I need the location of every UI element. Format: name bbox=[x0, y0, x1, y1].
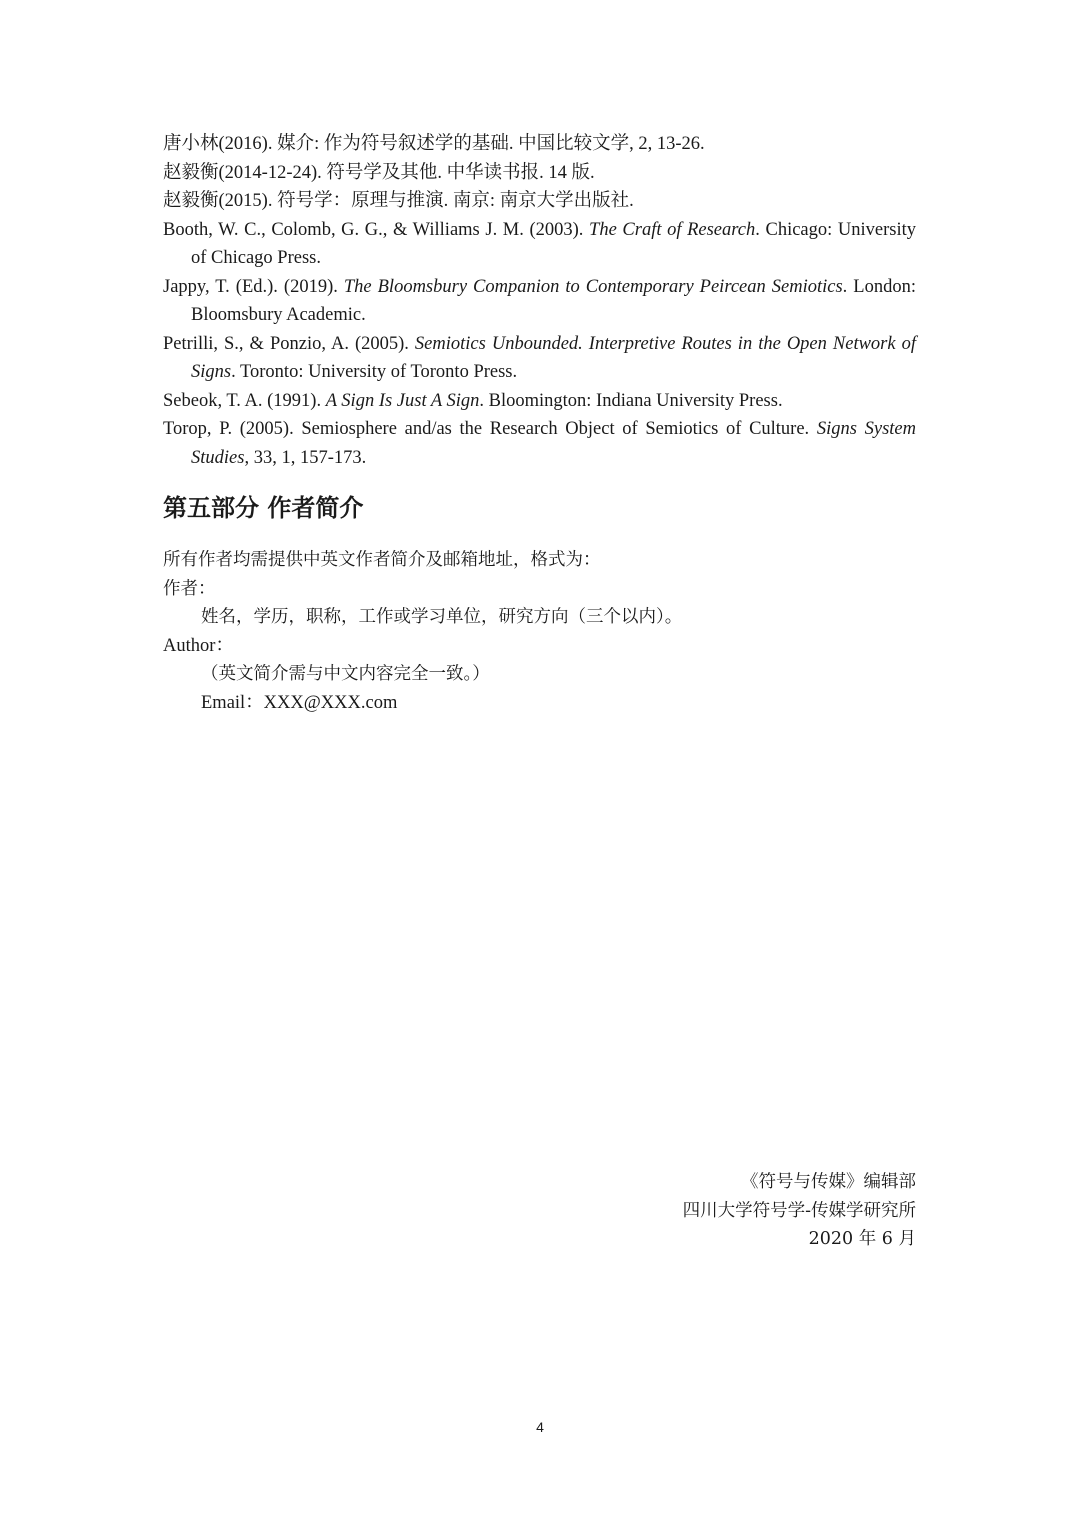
reference-text: Booth, W. C., Colomb, G. G., & Williams J. M. (2003). bbox=[163, 219, 590, 240]
reference-text: , 33, 1, 157-173. bbox=[244, 447, 367, 468]
reference-text: . Bloomington: Indiana University Press. bbox=[479, 390, 783, 411]
author-en-note: （英文简介需与中文内容完全一致。） bbox=[201, 664, 490, 684]
reference-title: Semiotics Unbounded. Interpretive Routes in the Open Network of Signs bbox=[191, 333, 916, 382]
reference-text: 赵毅衡(2015). 符号学：原理与推演. 南京: 南京大学出版社. bbox=[163, 191, 634, 211]
reference-item bbox=[163, 330, 916, 387]
signature-block bbox=[683, 1168, 916, 1254]
reference-item bbox=[163, 159, 916, 188]
reference-list bbox=[163, 130, 916, 472]
reference-text: Jappy, T. (Ed.). (2019). bbox=[163, 276, 344, 297]
reference-text: Petrilli, S., & Ponzio, A. (2005). bbox=[163, 333, 415, 354]
reference-text: . Chicago: University of Chicago Press. bbox=[191, 219, 916, 268]
reference-text: 唐小林(2016). 媒介: 作为符号叙述学的基础. 中国比较文学, 2, 13-26. bbox=[163, 134, 705, 154]
reference-title: The Bloomsbury Companion to Contemporary Peircean Semiotics bbox=[343, 276, 843, 297]
author-info-block bbox=[163, 546, 916, 717]
reference-item bbox=[163, 216, 916, 273]
author-intro-text: 所有作者均需提供中英文作者简介及邮箱地址，格式为： bbox=[163, 550, 601, 570]
reference-title: The Craft of Research bbox=[589, 219, 756, 240]
author-zh-format: 姓名，学历，职称，工作或学习单位，研究方向（三个以内）。 bbox=[201, 607, 683, 627]
reference-title: A Sign Is Just A Sign bbox=[325, 390, 480, 411]
author-email: Email：XXX@XXX.com bbox=[201, 692, 398, 713]
page-number: 4 bbox=[536, 1419, 544, 1435]
signature-institute: 四川大学符号学-传媒学研究所 bbox=[682, 1200, 916, 1221]
reference-text: . Toronto: University of Toronto Press. bbox=[231, 362, 518, 382]
author-zh-label: 作者： bbox=[163, 578, 216, 599]
reference-item bbox=[163, 130, 916, 159]
reference-item bbox=[163, 273, 916, 330]
reference-item bbox=[163, 187, 916, 216]
reference-text: . London: Bloomsbury Academic. bbox=[191, 276, 916, 325]
reference-text: 赵毅衡(2014-12-24). 符号学及其他. 中华读书报. 14 版. bbox=[163, 162, 595, 183]
reference-text: Torop, P. (2005). Semiosphere and/as the Research Object of Semiotics of Culture. bbox=[163, 419, 817, 439]
signature-date: 2020 年 6 月 bbox=[808, 1229, 916, 1249]
reference-text: Sebeok, T. A. (1991). bbox=[163, 390, 326, 411]
reference-title: Signs System Studies bbox=[191, 419, 916, 468]
reference-item bbox=[163, 415, 916, 472]
author-en-label: Author： bbox=[163, 635, 234, 656]
reference-item bbox=[163, 387, 916, 416]
section-heading: 第五部分 作者简介 bbox=[163, 494, 364, 522]
signature-journal: 《符号与传媒》编辑部 bbox=[741, 1172, 916, 1192]
